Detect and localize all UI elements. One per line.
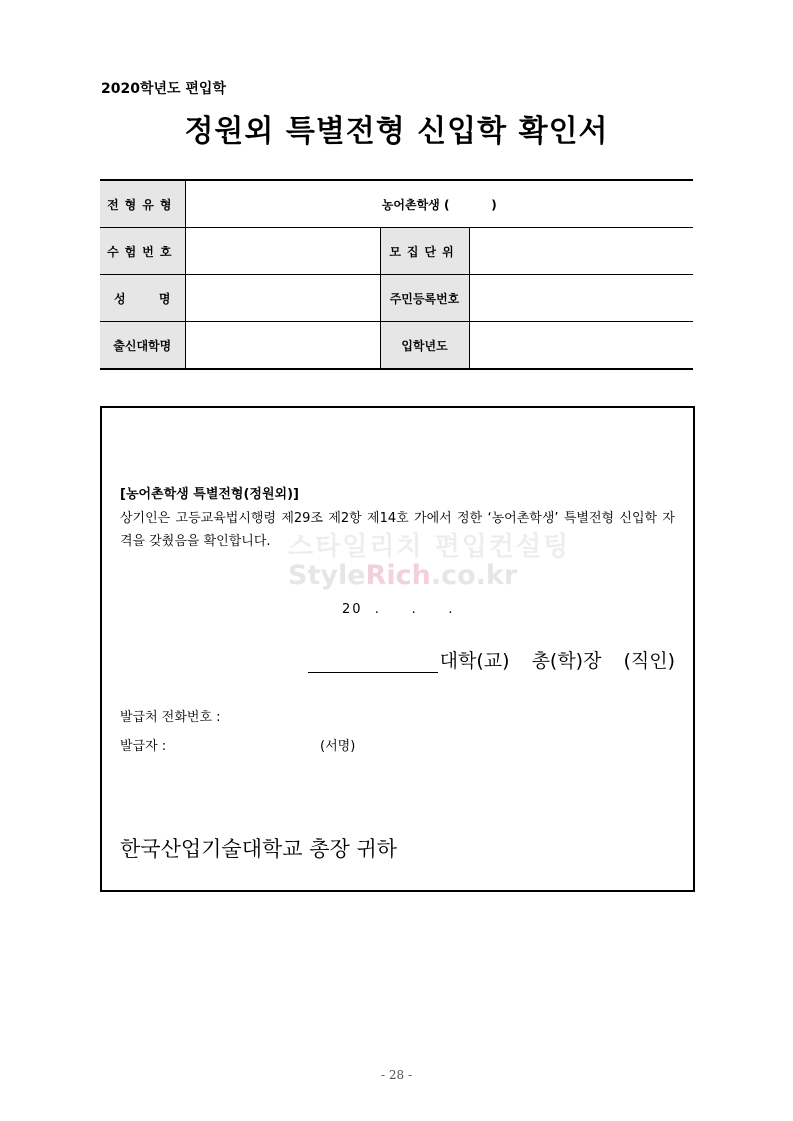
issuer-label: 발급자 : <box>120 739 167 754</box>
value-exam-number[interactable] <box>185 228 380 275</box>
document-title: 정원외 특별전형 신입학 확인서 <box>184 114 609 149</box>
sign-seal: (직인) <box>623 650 675 672</box>
value-name[interactable] <box>185 275 380 322</box>
university-name-blank[interactable] <box>308 650 438 673</box>
label-exam-number: 수험번호 <box>100 228 185 275</box>
watermark-text-korean: 스타일리치 편입컨설팅 <box>288 532 571 562</box>
value-entrance-year[interactable] <box>469 322 693 370</box>
admission-year: 2020학년도 편입학 <box>101 81 226 97</box>
value-resident-number[interactable] <box>469 275 693 322</box>
issue-date: 20 . . . <box>342 602 455 617</box>
table-row <box>100 228 693 275</box>
watermark-url-part: Style <box>288 560 366 591</box>
value-admission-type[interactable]: 농어촌학생 ( ) <box>185 180 693 228</box>
sign-president: 총(학)장 <box>531 650 602 672</box>
label-name <box>100 275 185 322</box>
watermark-url-domain: .co.kr <box>430 560 518 591</box>
value-origin-university[interactable] <box>185 322 380 370</box>
certificate-box <box>100 406 695 892</box>
issuer-phone-label: 발급처 전화번호 : <box>120 710 221 725</box>
label-admission-type: 전형유형 <box>100 180 185 228</box>
label-name-first-char: 성 <box>114 291 126 306</box>
label-recruit-unit: 모집단위 <box>380 228 469 275</box>
table-row <box>100 180 693 228</box>
page-number: - 28 - <box>380 1068 412 1082</box>
signature-mark: (서명) <box>320 739 356 754</box>
label-resident-number: 주민등록번호 <box>380 275 469 322</box>
applicant-info-table <box>100 179 693 370</box>
value-recruit-unit[interactable] <box>469 228 693 275</box>
watermark-url-accent: Rich <box>365 560 431 591</box>
label-name-second-char: 명 <box>158 291 171 306</box>
signature-line <box>308 646 675 673</box>
label-entrance-year: 입학년도 <box>380 322 469 370</box>
recipient: 한국산업기술대학교 총장 귀하 <box>120 837 398 861</box>
table-row <box>100 275 693 322</box>
sign-university: 대학(교) <box>439 650 510 672</box>
section-title: [농어촌학생 특별전형(정원외)] <box>120 487 299 502</box>
certificate-body: 상기인은 고등교육법시행령 제29조 제2항 제14호 가에서 정한 ‘농어촌학생’ 특별전형 신입학 자격을 갖췄음을 확인합니다. <box>120 511 675 549</box>
watermark-url <box>288 560 517 591</box>
label-origin-university: 출신대학명 <box>100 322 185 370</box>
table-row <box>100 322 693 370</box>
